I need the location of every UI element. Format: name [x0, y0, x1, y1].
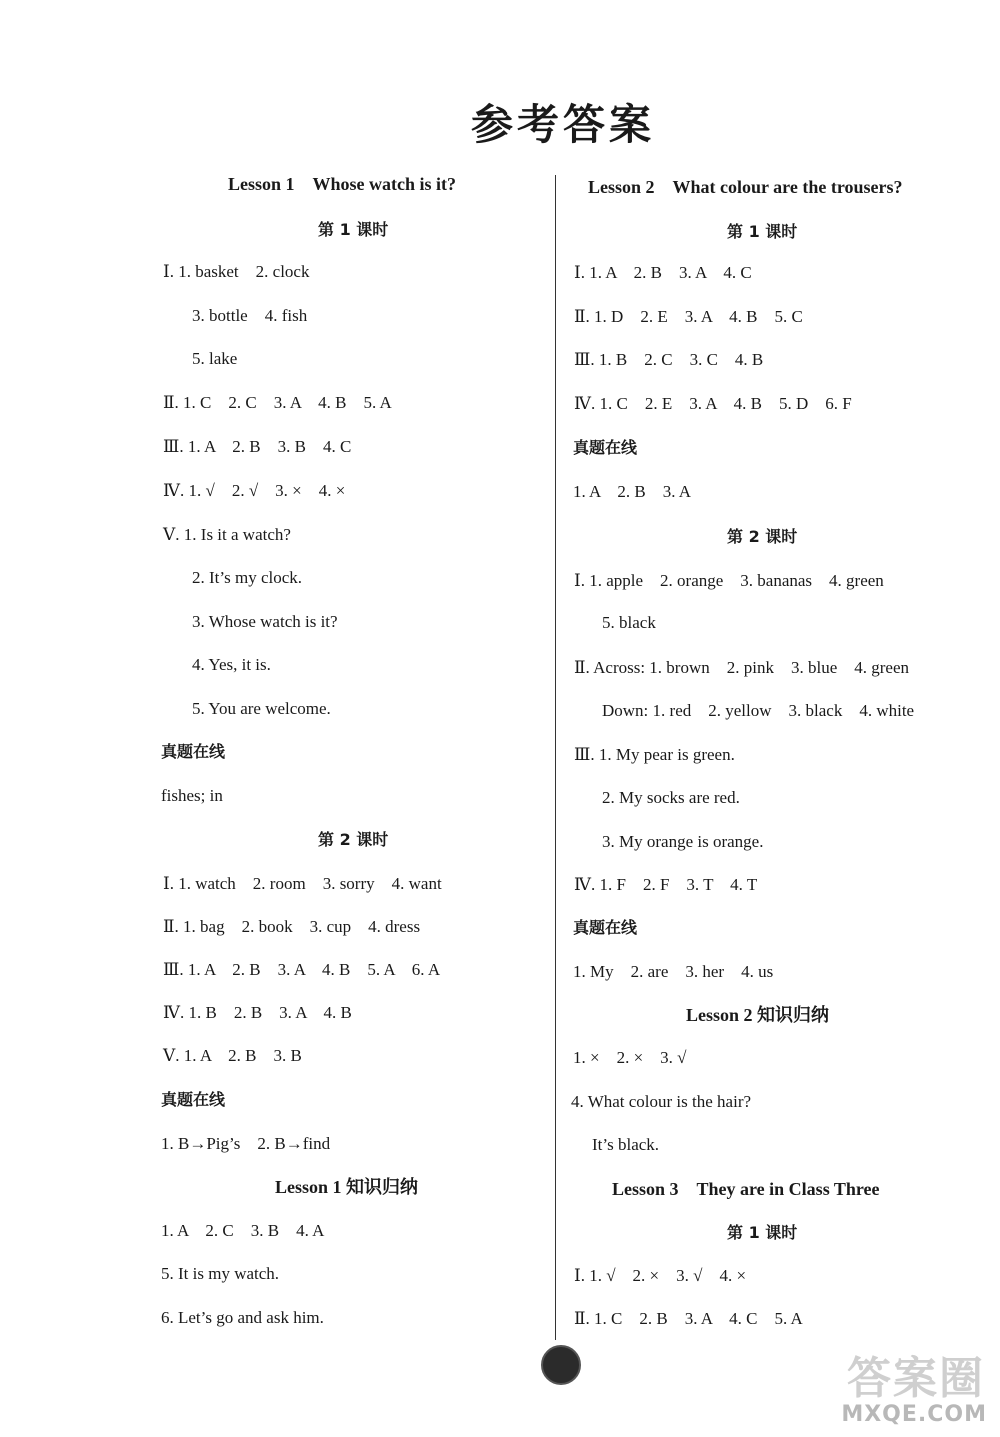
answer-line: 2. It’s my clock. — [192, 568, 303, 587]
answer-line: Ⅰ. 1. basket 2. clock — [163, 262, 310, 281]
exam-online-heading: 真题在线 — [573, 918, 638, 937]
exam-online-heading: 真题在线 — [161, 742, 226, 761]
lesson3-heading: Lesson 3 They are in Class Three — [612, 1179, 880, 1199]
exam-online-heading: 真题在线 — [161, 1090, 226, 1109]
answer-line: 4. What colour is the hair? — [571, 1092, 752, 1111]
answer-line: 5. It is my watch. — [161, 1264, 280, 1283]
lesson1-period1-heading: 第 1 课时 — [318, 220, 389, 239]
answer-line: 1. A 2. B 3. A — [573, 482, 692, 501]
answer-line: 1. My 2. are 3. her 4. us — [573, 962, 774, 981]
answer-line: Ⅴ. 1. A 2. B 3. B — [163, 1046, 302, 1065]
answer-line: Ⅳ. 1. √ 2. √ 3. × 4. × — [163, 481, 346, 500]
answer-line: Ⅳ. 1. B 2. B 3. A 4. B — [163, 1003, 352, 1022]
answer-line: Ⅱ. 1. C 2. B 3. A 4. C 5. A — [574, 1309, 803, 1328]
answer-line: 6. Let’s go and ask him. — [161, 1308, 324, 1327]
lesson2-period2-heading: 第 2 课时 — [727, 527, 798, 546]
answer-line: 5. lake — [192, 349, 238, 368]
watermark-logo-text: 答案圈 — [847, 1353, 985, 1404]
answer-line: 3. My orange is orange. — [602, 832, 764, 851]
page-number-badge — [541, 1345, 581, 1385]
answer-line: Ⅲ. 1. A 2. B 3. B 4. C — [163, 437, 352, 456]
answer-line: Ⅱ. 1. D 2. E 3. A 4. B 5. C — [574, 307, 803, 326]
answer-line: Ⅲ. 1. A 2. B 3. A 4. B 5. A 6. A — [163, 960, 441, 979]
lesson2-heading: Lesson 2 What colour are the trousers? — [588, 177, 903, 197]
column-divider — [555, 175, 556, 1340]
answer-line: Ⅴ. 1. Is it a watch? — [163, 525, 291, 544]
lesson1-period2-heading: 第 2 课时 — [318, 830, 389, 849]
answer-line: Ⅰ. 1. apple 2. orange 3. bananas 4. green — [574, 571, 884, 590]
answer-line: Ⅰ. 1. watch 2. room 3. sorry 4. want — [163, 874, 442, 893]
answer-line: 2. My socks are red. — [602, 788, 740, 807]
answer-line: Ⅱ. 1. C 2. C 3. A 4. B 5. A — [163, 393, 392, 412]
answer-line: 3. bottle 4. fish — [192, 306, 308, 325]
watermark-url: MXQE.COM — [841, 1402, 987, 1427]
answer-line: Ⅳ. 1. C 2. E 3. A 4. B 5. D 6. F — [574, 394, 852, 413]
lesson2-period1-heading: 第 1 课时 — [727, 222, 798, 241]
lesson2-summary-heading: Lesson 2 知识归纳 — [686, 1005, 830, 1025]
answer-line: 1. A 2. C 3. B 4. A — [161, 1221, 325, 1240]
answer-line: 5. You are welcome. — [192, 699, 331, 718]
answer-line: Ⅱ. Across: 1. brown 2. pink 3. blue 4. green — [574, 658, 909, 677]
answer-line: Ⅱ. 1. bag 2. book 3. cup 4. dress — [163, 917, 421, 936]
lesson1-summary-heading: Lesson 1 知识归纳 — [275, 1177, 419, 1197]
exam-online-heading: 真题在线 — [573, 438, 638, 457]
answer-line: Ⅰ. 1. A 2. B 3. A 4. C — [574, 263, 752, 282]
answer-line: 1. × 2. × 3. √ — [573, 1048, 687, 1067]
answer-line: Ⅲ. 1. B 2. C 3. C 4. B — [574, 350, 764, 369]
answer-line: Ⅰ. 1. √ 2. × 3. √ 4. × — [574, 1266, 747, 1285]
answer-line: 1. B→Pig’s 2. B→find — [161, 1134, 331, 1153]
lesson1-heading: Lesson 1 Whose watch is it? — [228, 174, 457, 194]
answer-line: It’s black. — [592, 1135, 660, 1154]
answer-line: 5. black — [602, 613, 656, 632]
answer-line: 4. Yes, it is. — [192, 655, 271, 674]
answer-line: Ⅲ. 1. My pear is green. — [574, 745, 735, 764]
answer-line: 3. Whose watch is it? — [192, 612, 338, 631]
watermark — [770, 1338, 995, 1433]
answer-line: Ⅳ. 1. F 2. F 3. T 4. T — [574, 875, 758, 894]
answer-line: Down: 1. red 2. yellow 3. black 4. white — [602, 701, 915, 720]
lesson3-period1-heading: 第 1 课时 — [727, 1223, 798, 1242]
answer-line: fishes; in — [161, 786, 223, 805]
page-title: 参考答案 — [470, 100, 655, 149]
